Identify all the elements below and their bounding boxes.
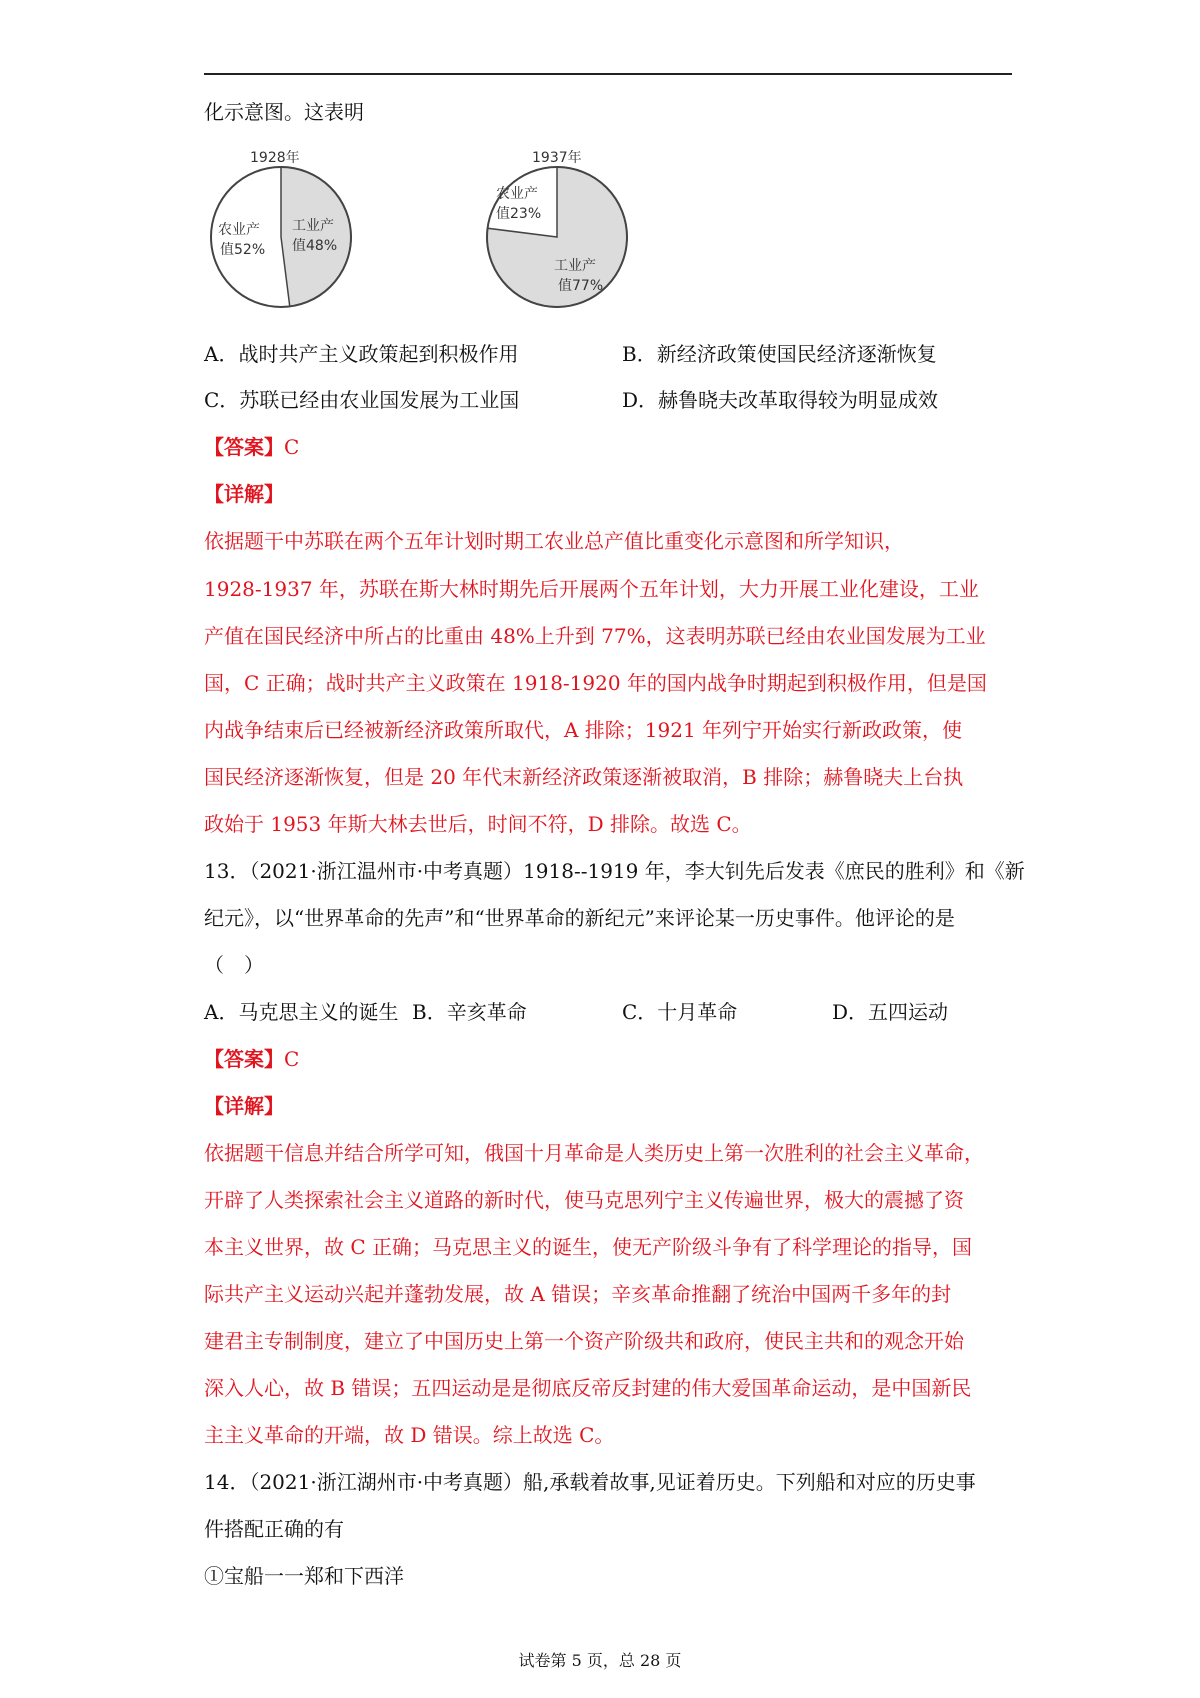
page-footer: 试卷第 5 页，总 28 页: [518, 1651, 682, 1670]
pie-1937-ind-label-1: 工业产: [554, 258, 596, 274]
q12-answer: [204, 433, 299, 461]
q12-option-b: B．新经济政策使国民经济逐渐恢复: [622, 342, 937, 366]
q14-stem-line: 14．（2021·浙江湖州市·中考真题）船,承载着故事,见证着历史。下列船和对应的历史事: [204, 1470, 976, 1494]
q12-answer-tag: 【答案】: [204, 435, 284, 459]
q13-detail-tag: 【详解】: [204, 1094, 284, 1118]
pie-1937-agri-label-2: 值23%: [496, 206, 542, 222]
pie-1937: [482, 150, 632, 310]
q13-detail-line: 建君主专制制度，建立了中国历史上第一个资产阶级共和政府，使民主共和的观念开始: [204, 1329, 964, 1353]
header-rule: [204, 73, 1012, 75]
q13-answer: [204, 1045, 299, 1073]
pie-1928-ind-label-1: 工业产: [292, 218, 334, 234]
q13-option-b: B．辛亥革命: [412, 1000, 527, 1024]
q14-stem-line: ①宝船一一郑和下西洋: [204, 1564, 404, 1588]
q13-detail-line: 依据题干信息并结合所学可知，俄国十月革命是人类历史上第一次胜利的社会主义革命，: [204, 1141, 984, 1165]
q12-detail-line: 内战争结束后已经被新经济政策所取代，A 排除；1921 年列宁开始实行新政政策，使: [204, 718, 963, 742]
q13-detail-line: 本主义世界，故 C 正确；马克思主义的诞生，使无产阶级斗争有了科学理论的指导，国: [204, 1235, 973, 1259]
pie-1928-ind-label-2: 值48%: [292, 238, 338, 254]
pie-1928-agri-label-1: 农业产: [218, 222, 260, 238]
q12-detail-tag: 【详解】: [204, 482, 284, 506]
q13-answer-value: C: [284, 1047, 300, 1071]
pie-1937-ind-label-2: 值77%: [558, 278, 604, 294]
q12-detail-line: 产值在国民经济中所占的比重由 48%上升到 77%，这表明苏联已经由农业国发展为工业: [204, 624, 986, 648]
q13-option-d: D．五四运动: [832, 1000, 949, 1024]
q12-detail-line: 国民经济逐渐恢复，但是 20 年代末新经济政策逐渐被取消，B 排除；赫鲁晓夫上台执: [204, 765, 964, 789]
q12-detail-line: 1928-1937 年，苏联在斯大林时期先后开展两个五年计划，大力开展工业化建设，工业: [204, 577, 979, 601]
pie-1937-year: 1937年: [532, 150, 582, 166]
q12-option-a: A．战时共产主义政策起到积极作用: [204, 342, 519, 366]
q13-option-c: C．十月革命: [622, 1000, 738, 1024]
q13-option-a: A．马克思主义的诞生: [204, 1000, 399, 1024]
pie-1937-agri-label-1: 农业产: [496, 186, 538, 202]
pie-1928-industry-slice: [281, 167, 351, 306]
q13-stem-line: （ ）: [204, 953, 264, 977]
q13-answer-tag: 【答案】: [204, 1047, 284, 1071]
intro-tail: 化示意图。这表明: [204, 100, 364, 124]
q13-stem-line: 13．（2021·浙江温州市·中考真题）1918--1919 年，李大钊先后发表《庶民的胜利》和《新: [204, 859, 1025, 883]
q12-option-d: D．赫鲁晓夫改革取得较为明显成效: [622, 388, 939, 412]
pie-1928-agri-label-2: 值52%: [220, 242, 266, 258]
q13-detail-line: 开辟了人类探索社会主义道路的新时代，使马克思列宁主义传遍世界，极大的震撼了资: [204, 1188, 964, 1212]
q14-stem-line: 件搭配正确的有: [204, 1517, 344, 1541]
q13-stem-line: 纪元》，以“世界革命的先声”和“世界革命的新纪元”来评论某一历史事件。他评论的是: [204, 906, 955, 930]
pie-1928-year: 1928年: [250, 150, 300, 166]
pie-1928: [206, 150, 356, 310]
q12-detail-line: 依据题干中苏联在两个五年计划时期工农业总产值比重变化示意图和所学知识，: [204, 529, 904, 553]
q13-detail-line: 主主义革命的开端，故 D 错误。综上故选 C。: [204, 1423, 615, 1447]
q13-detail-line: 深入人心，故 B 错误；五四运动是是彻底反帝反封建的伟大爱国革命运动，是中国新民: [204, 1376, 972, 1400]
q13-detail-line: 际共产主义运动兴起并蓬勃发展，故 A 错误；辛亥革命推翻了统治中国两千多年的封: [204, 1282, 952, 1306]
q12-option-c: C．苏联已经由农业国发展为工业国: [204, 388, 520, 412]
q12-detail-line: 政始于 1953 年斯大林去世后，时间不符，D 排除。故选 C。: [204, 812, 752, 836]
q12-answer-value: C: [284, 435, 300, 459]
q12-detail-line: 国，C 正确；战时共产主义政策在 1918-1920 年的国内战争时期起到积极作用，但是国: [204, 671, 987, 695]
